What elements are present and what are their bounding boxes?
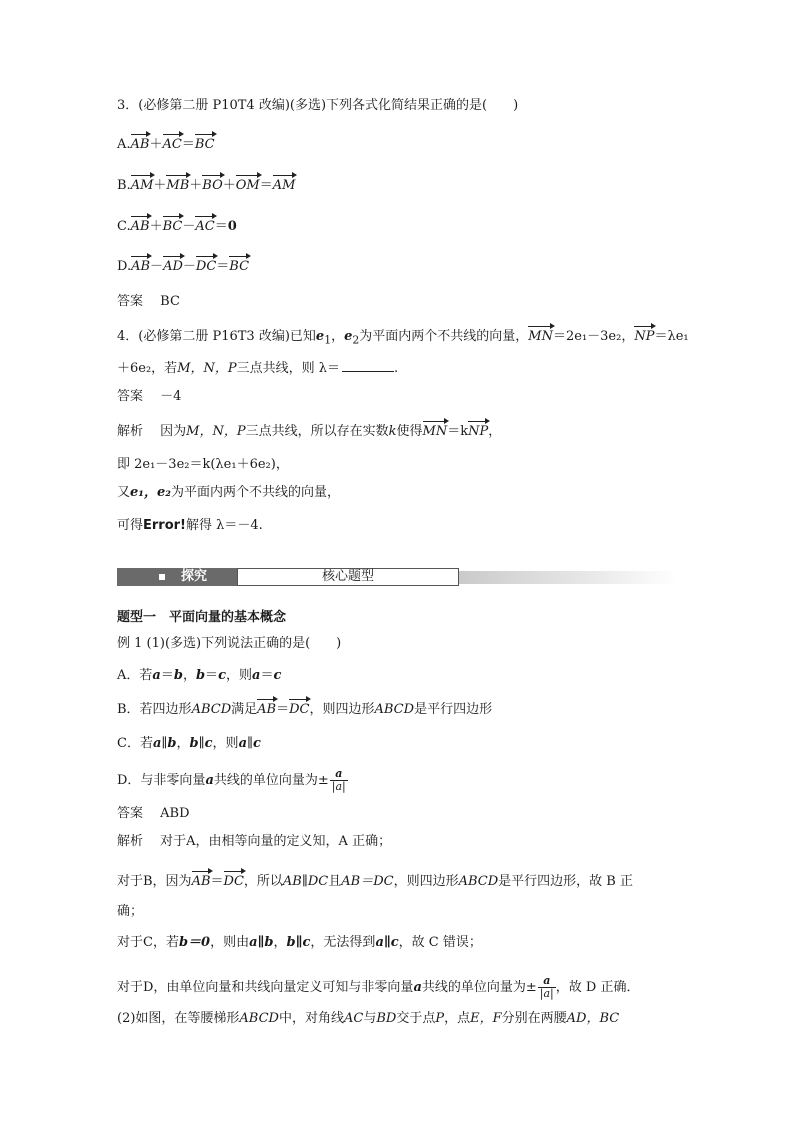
example-option-c: C．若a∥b，b∥c，则a∥c: [117, 736, 261, 751]
example-option-a: A．若a＝b，b＝c，则a＝c: [117, 668, 282, 683]
fraction-a-over-abs-a-2: $\frac{a}{|a|}$: [539, 974, 554, 1000]
solution-c: 对于C，若b＝0，则由a∥b，b∥c，无法得到a∥c，故 C 错误；: [117, 935, 482, 950]
q4-solution-line2: 即 2e₁－3e₂＝k(λe₁＋6e₂)，: [117, 457, 289, 472]
q4-stem-line1: 4．(必修第二册 P16T3 改编)已知$e_1$，$e_2$为平面内两个不共线的向量，MN＝2e₁－3e₂，NP＝λe₁: [117, 329, 689, 347]
section-banner: [117, 568, 677, 586]
q3-option-c: C.AB＋BC－AC＝0: [117, 219, 237, 234]
q4-answer: 答案 －4: [117, 389, 182, 404]
q3-stem: 3．(必修第二册 P10T4 改编)(多选)下列各式化简结果正确的是( ): [117, 98, 519, 113]
vector-ab: AB: [130, 137, 150, 152]
q3-answer: 答案 BC: [117, 294, 180, 309]
example-answer: 答案 ABD: [117, 806, 190, 821]
q4-solution-line3: 又e₁，e₂为平面内两个不共线的向量，: [117, 485, 340, 500]
q3-option-a: A.AB＋AC＝BC: [117, 137, 215, 152]
q3-option-d: D.AB－AD－DC＝BC: [117, 259, 250, 274]
example-stem: 例 1 (1)(多选)下列说法正确的是( ): [117, 636, 342, 651]
vector-bc: BC: [194, 137, 215, 152]
banner-left-label: 探究: [181, 569, 208, 584]
answer-blank: [342, 371, 394, 372]
square-bullet-icon: [159, 574, 165, 580]
solution-b-cont: 确；: [117, 904, 144, 919]
banner-dark-block: [117, 568, 237, 586]
q4-solution-line1: 解析 因为M，N，P三点共线，所以存在实数k使得MN＝kNP，: [117, 424, 502, 439]
solution-b: 对于B，因为AB＝DC，所以AB∥DC且AB＝DC，则四边形ABCD是平行四边形，故 B 正: [117, 874, 633, 889]
q4-solution-line4: 可得Error!解得 λ＝－4.: [117, 518, 263, 533]
banner-right-label: 核心题型: [237, 568, 459, 586]
example-option-b: B．若四边形ABCD满足AB＝DC，则四边形ABCD是平行四边形: [117, 702, 493, 717]
example-option-d: D．与非零向量a共线的单位向量为± $\frac{a}{|a|}$: [117, 767, 346, 793]
q3-option-b: B.AM＋MB＋BO＋OM＝AM: [117, 178, 296, 193]
vector-ac: AC: [162, 137, 182, 152]
fraction-a-over-abs-a: $\frac{a}{|a|}$: [331, 767, 346, 793]
solution-a: 解析 对于A，由相等向量的定义知，A 正确；: [117, 834, 392, 849]
q4-stem-line2: ＋6e₂，若M，N，P三点共线，则 λ＝ .: [117, 361, 399, 376]
part2-line1: (2)如图，在等腰梯形ABCD中，对角线AC与BD交于点P，点E，F分别在两腰AD，BC: [117, 1011, 620, 1026]
topic-title: 题型一 平面向量的基本概念: [117, 610, 287, 625]
solution-d: 对于D，由单位向量和共线向量定义可知与非零向量a共线的单位向量为± $\frac{a}{|a|}$ ，故 D 正确．: [117, 974, 640, 1000]
